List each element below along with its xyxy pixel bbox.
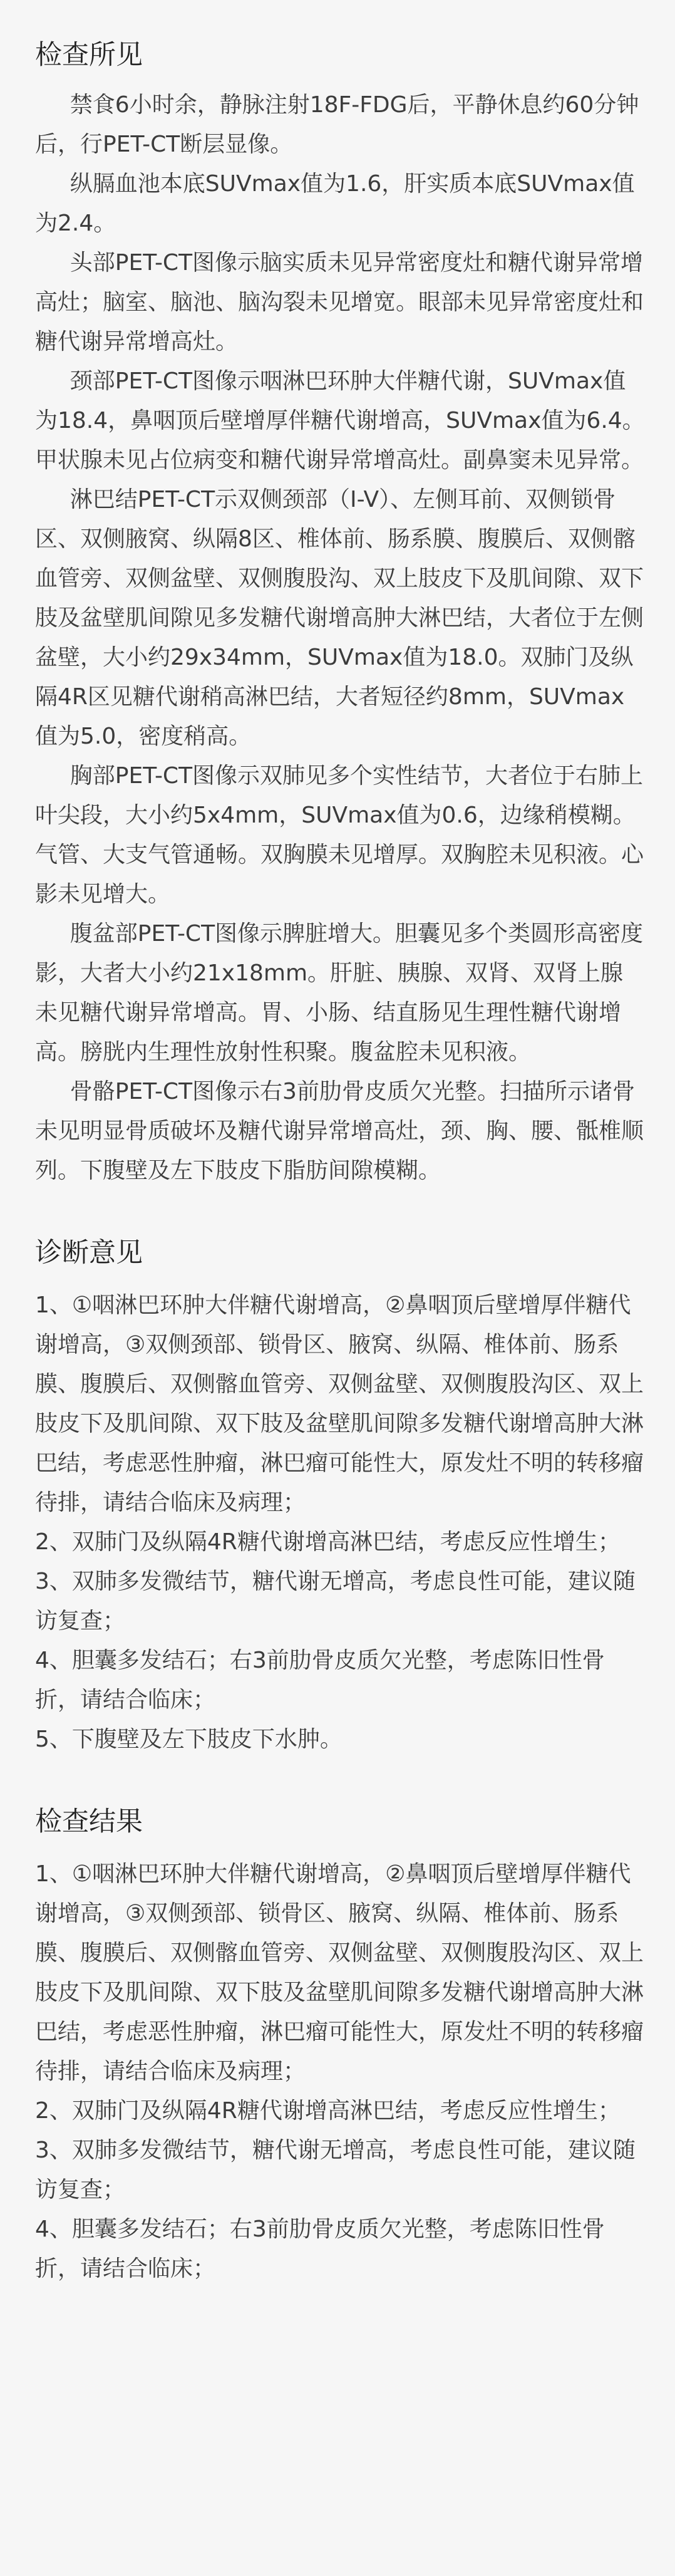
findings-section <box>0 0 675 1190</box>
diagnosis-item: 2、双肺门及纵隔4R糖代谢增高淋巴结，考虑反应性增生； <box>35 1529 621 1555</box>
findings-paragraph: 禁食6小时余，静脉注射18F-FDG后，平静休息约60分钟后，行PET-CT断层显像。 <box>35 92 639 157</box>
result-list <box>35 1854 645 2288</box>
findings-paragraph: 淋巴结PET-CT示双侧颈部（I-V）、左侧耳前、双侧锁骨区、双侧腋窝、纵隔8区、椎体前、肠系膜、腹膜后、双侧髂血管旁、双侧盆壁、双侧腹股沟、双上肢皮下及肌间隙、双下肢及盆壁肌间隙见多发糖代谢增高肿大淋巴结，大者位于左侧盆壁，大小约29x34mm，SUVmax值为18.0。双肺门及纵隔4R区见糖代谢稍高淋巴结，大者短径约8mm，SUVmax值为5.0，密度稍高。 <box>35 487 644 749</box>
result-item: 3、双肺多发微结节，糖代谢无增高，考虑良性可能，建议随访复查； <box>35 2137 636 2203</box>
findings-paragraph: 腹盆部PET-CT图像示脾脏增大。胆囊见多个类圆形高密度影，大者大小约21x18mm。肝脏、胰腺、双肾、双肾上腺未见糖代谢异常增高。胃、小肠、结直肠见生理性糖代谢增高。膀胱内生理性放射性积聚。腹盆腔未见积液。 <box>35 921 644 1065</box>
diagnosis-item: 4、胆囊多发结石；右3前肋骨皮质欠光整，考虑陈旧性骨折，请结合临床； <box>35 1648 605 1713</box>
findings-paragraph: 纵膈血池本底SUVmax值为1.6，肝实质本底SUVmax值为2.4。 <box>35 171 635 236</box>
result-section <box>0 1759 675 2288</box>
diagnosis-list <box>35 1285 645 1759</box>
diagnosis-title: 诊断意见 <box>35 1237 143 1269</box>
findings-paragraph: 颈部PET-CT图像示咽淋巴环肿大伴糖代谢，SUVmax值为18.4，鼻咽顶后壁增厚伴糖代谢增高，SUVmax值为6.4。甲状腺未见占位病变和糖代谢异常增高灶。副鼻窦未见异常。 <box>35 368 645 473</box>
diagnosis-section <box>0 1190 675 1759</box>
result-title: 检查结果 <box>35 1806 143 1837</box>
diagnosis-item: 3、双肺多发微结节，糖代谢无增高，考虑良性可能，建议随访复查； <box>35 1569 636 1634</box>
result-item: 4、胆囊多发结石；右3前肋骨皮质欠光整，考虑陈旧性骨折，请结合临床； <box>35 2216 605 2282</box>
findings-paragraph: 骨骼PET-CT图像示右3前肋骨皮质欠光整。扫描所示诸骨未见明显骨质破坏及糖代谢异常增高灶，颈、胸、腰、骶椎顺列。下腹壁及左下肢皮下脂肪间隙模糊。 <box>35 1079 644 1183</box>
diagnosis-item: 5、下腹壁及左下肢皮下水肿。 <box>35 1727 343 1752</box>
result-item: 1、①咽淋巴环肿大伴糖代谢增高，②鼻咽顶后壁增厚伴糖代谢增高，③双侧颈部、锁骨区、腋窝、纵隔、椎体前、肠系膜、腹膜后、双侧髂血管旁、双侧盆壁、双侧腹股沟区、双上肢皮下及肌间隙、双下肢及盆壁肌间隙多发糖代谢增高肿大淋巴结，考虑恶性肿瘤，淋巴瘤可能性大，原发灶不明的转移瘤待排，请结合临床及病理； <box>35 1861 644 2084</box>
diagnosis-item: 1、①咽淋巴环肿大伴糖代谢增高，②鼻咽顶后壁增厚伴糖代谢增高，③双侧颈部、锁骨区、腋窝、纵隔、椎体前、肠系膜、腹膜后、双侧髂血管旁、双侧盆壁、双侧腹股沟区、双上肢皮下及肌间隙、双下肢及盆壁肌间隙多发糖代谢增高肿大淋巴结，考虑恶性肿瘤，淋巴瘤可能性大，原发灶不明的转移瘤待排，请结合临床及病理； <box>35 1292 644 1515</box>
findings-paragraph: 头部PET-CT图像示脑实质未见异常密度灶和糖代谢异常增高灶；脑室、脑池、脑沟裂未见增宽。眼部未见异常密度灶和糖代谢异常增高灶。 <box>35 250 644 355</box>
findings-paragraph: 胸部PET-CT图像示双肺见多个实性结节，大者位于右肺上叶尖段，大小约5x4mm，SUVmax值为0.6，边缘稍模糊。气管、大支气管通畅。双胸膜未见增厚。双胸腔未见积液。心影未见增大。 <box>35 763 644 907</box>
findings-title: 检查所见 <box>35 39 143 71</box>
result-item: 2、双肺门及纵隔4R糖代谢增高淋巴结，考虑反应性增生； <box>35 2098 621 2124</box>
findings-body <box>35 85 645 1190</box>
